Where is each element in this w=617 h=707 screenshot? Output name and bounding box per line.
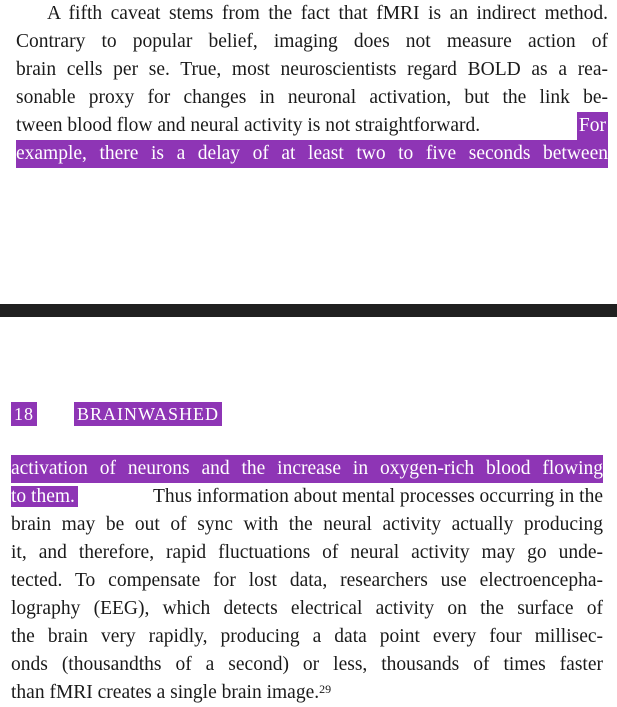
text-line: brain cells per se. True, most neuroscientists regard BOLD as a rea- [16,59,608,80]
text-segment: tween blood flow and neural activity is not straightforward. [16,115,481,136]
highlighted-text[interactable]: For [577,112,608,140]
highlighted-text[interactable]: to them. [11,486,78,507]
text-line [16,112,608,140]
text-line: the brain very rapidly, producing a data point every four millisec- [11,626,603,647]
text-segment: Thus information about mental processes occurring in the [152,486,603,507]
text-line [11,679,331,707]
text-line: lography (EEG), which detects electrical activity on the surface of [11,598,603,619]
text-line: Contrary to popular belief, imaging does not measure action of [16,31,608,52]
text-line: onds (thousandths of a second) or less, thousands of times faster [11,654,603,675]
text-line: tected. To compensate for lost data, researchers use electroencepha- [11,570,603,591]
page-number: 18 [11,402,37,426]
text-line: sonable proxy for changes in neuronal activation, but the link be- [16,87,608,108]
text-line: brain may be out of sync with the neural activity actually producing [11,514,603,535]
footnote-reference[interactable]: 29 [319,682,332,696]
text-segment: than fMRI creates a single brain image. [11,682,320,703]
running-head: BRAINWASHED [74,402,222,426]
highlighted-text[interactable]: activation of neurons and the increase in oxygen-rich blood flowing [11,455,603,483]
highlighted-text[interactable]: example, there is a delay of at least two to five seconds between [16,140,608,168]
text-line [11,483,603,511]
text-line: A fifth caveat stems from the fact that fMRI is an indirect method. [47,3,608,24]
page-divider [0,304,617,317]
text-line: it, and therefore, rapid fluctuations of neural activity may go unde- [11,542,603,563]
